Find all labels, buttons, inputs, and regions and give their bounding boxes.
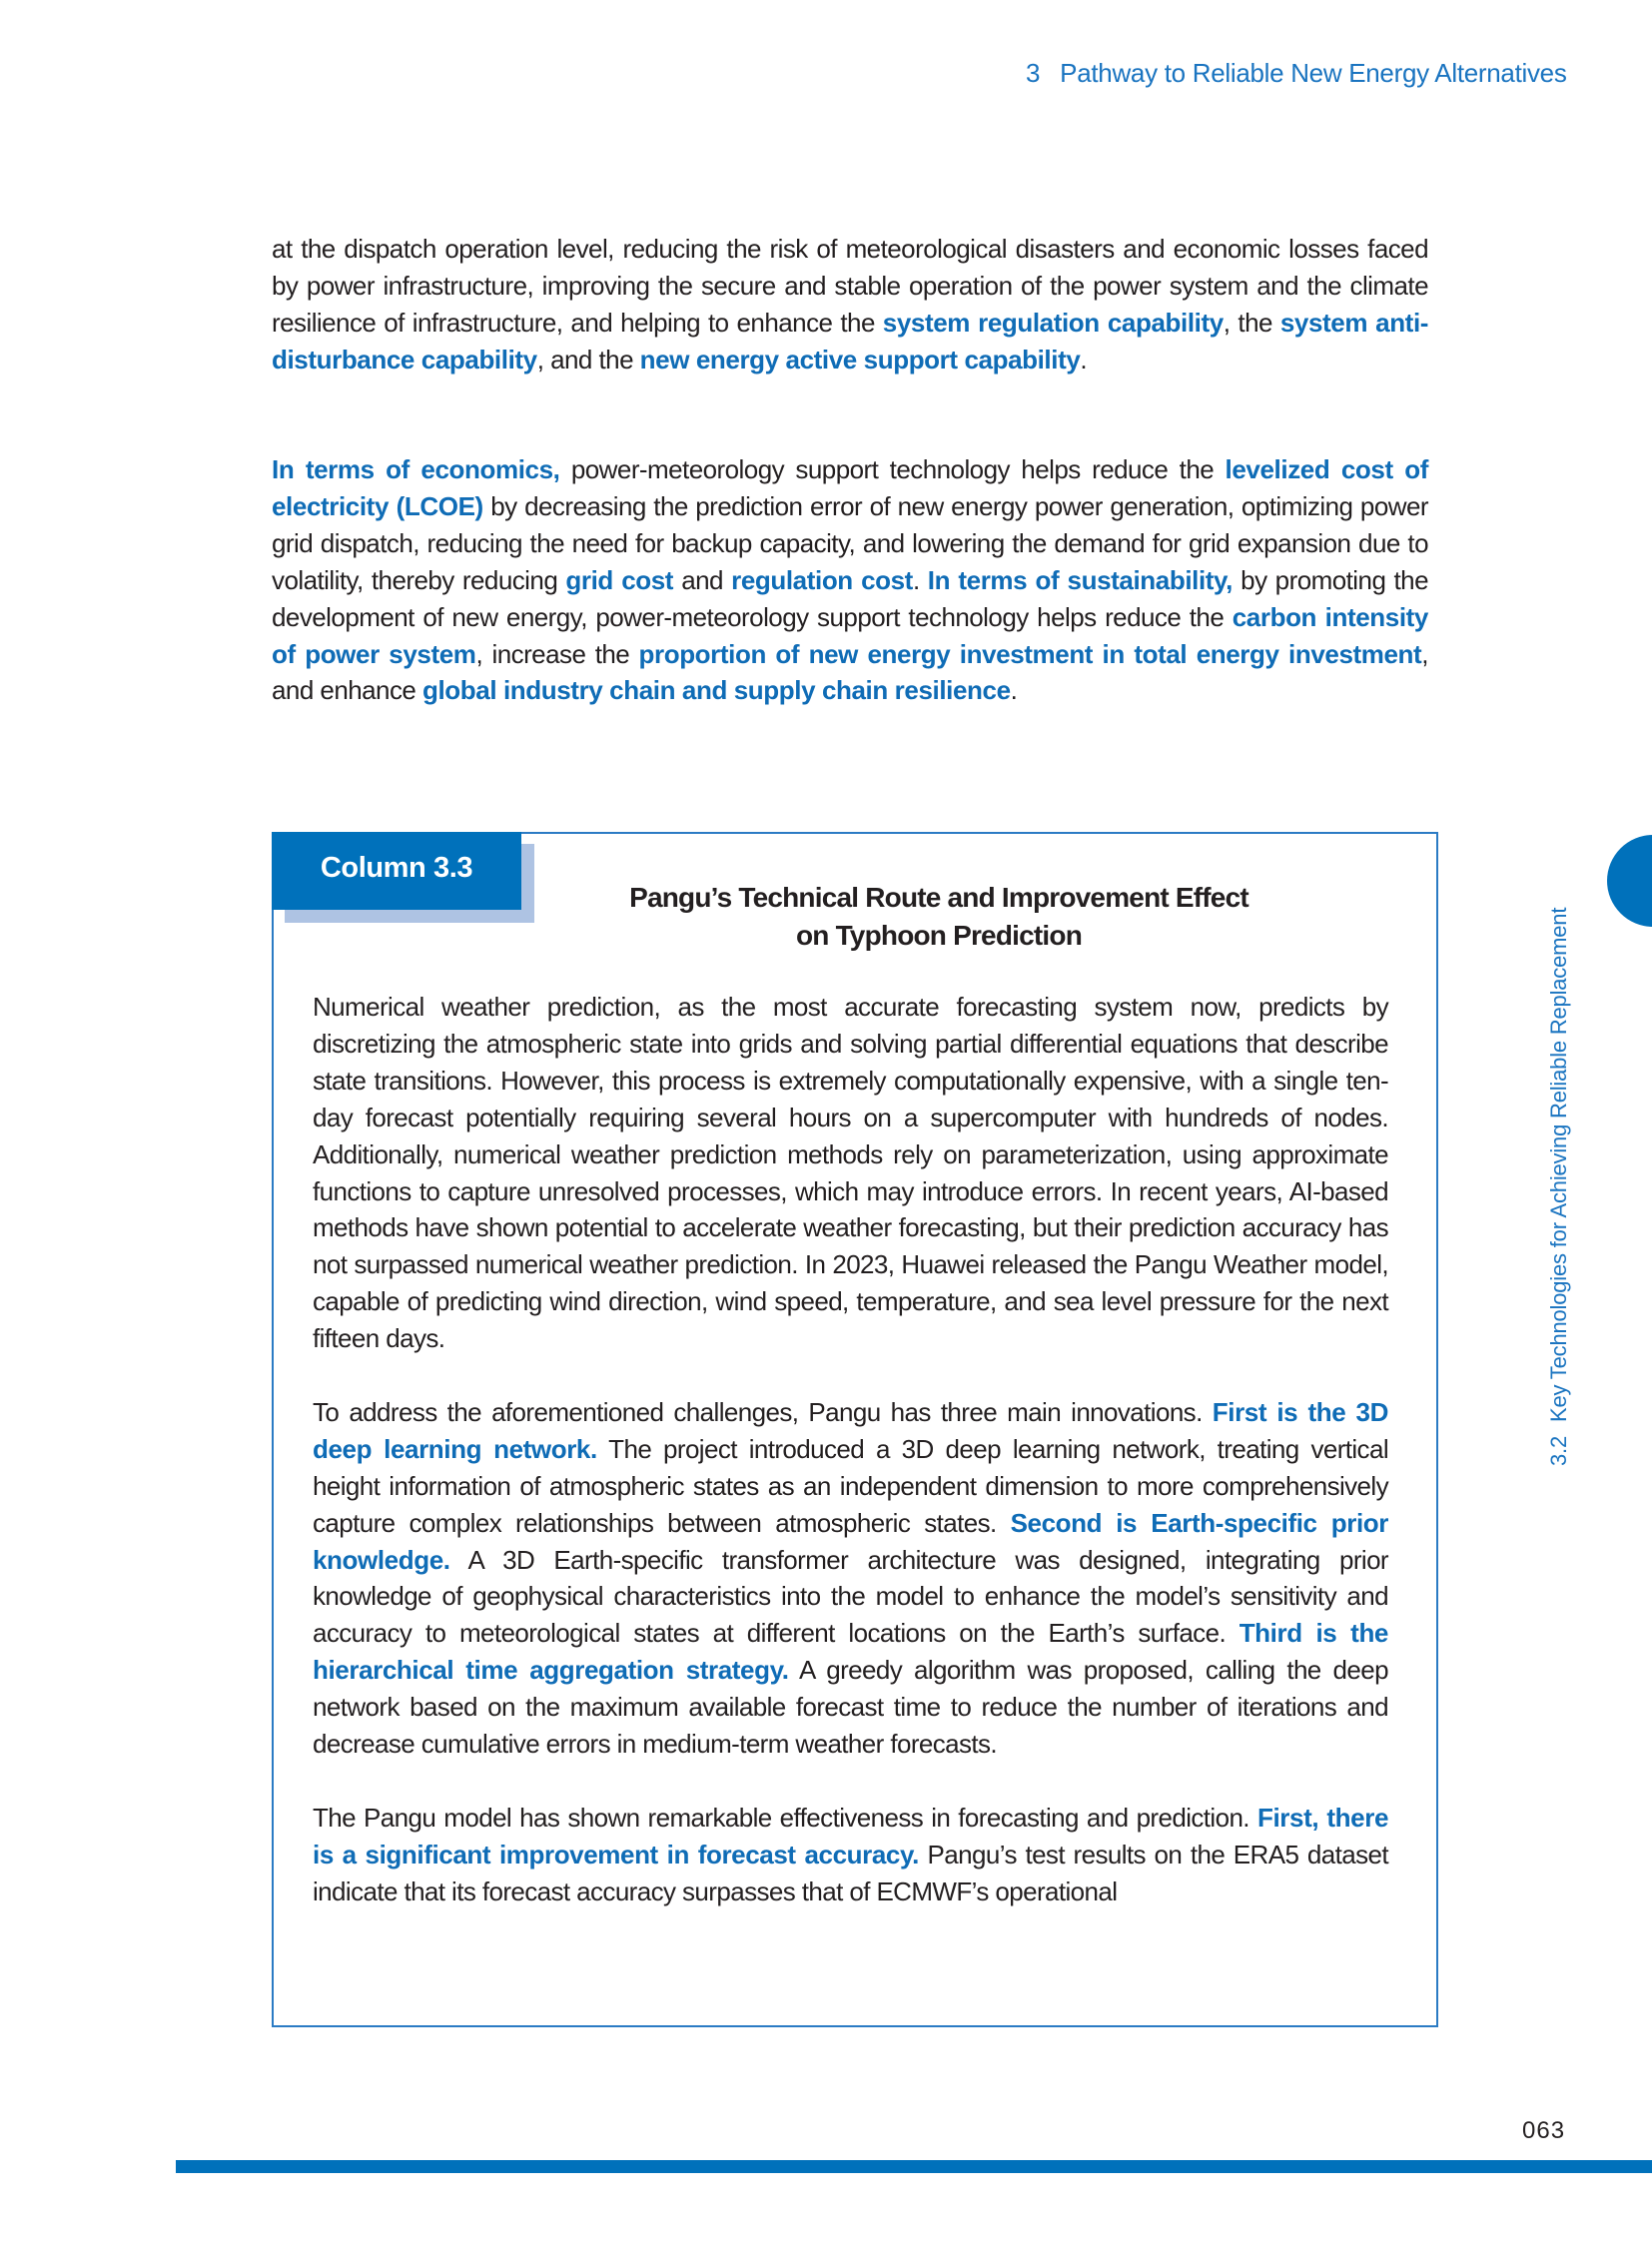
section-title: Key Technologies for Achieving Reliable Replacement (1546, 907, 1571, 1423)
highlight-term: proportion of new energy investment in total energy investment (638, 638, 1422, 669)
highlight-term: levelized cost of electricity (LCOE) (272, 454, 1428, 521)
highlight-term: First is the 3D deep learning network. (313, 1396, 1388, 1464)
highlight-term: First, there is a significant improvement in forecast accuracy. (313, 1802, 1389, 1869)
highlight-term: system anti-disturbance capability (272, 307, 1429, 374)
text: The project introduced a 3D deep learning network, treating vertical height information of atmospheric states as an independent dimension to more comprehensively capture complex relationships between atmospheric states. (313, 1433, 1388, 1538)
text: by decreasing the prediction error of new energy power generation, optimizing power grid dispatch, reducing the need for backup capacity, and lowering the demand for grid expansion due to volatility, thereby reducing (272, 490, 1428, 595)
highlight-term: carbon intensity of power system (272, 601, 1428, 669)
highlight-term: In terms of sustainability, (927, 564, 1234, 595)
text: A 3D Earth-specific transformer architecture was designed, integrating prior knowledge of geophysical characteristics into the model to enhance the model’s sensitivity and accuracy to meteorological states at different locations on the Earth’s surface. (313, 1544, 1388, 1649)
intro-paragraph-1 (272, 231, 1428, 378)
text: by promoting the development of new energy, power-meteorology support technology helps reduce the (272, 564, 1428, 632)
intro-paragraph-2 (272, 451, 1428, 709)
text: , and enhance (272, 638, 1428, 706)
column-title-line-1: Pangu’s Technical Route and Improvement Effect (629, 882, 1248, 913)
highlight-term: global industry chain and supply chain resilience (422, 675, 1011, 706)
page-number: 063 (1522, 2117, 1566, 2144)
text: Pangu’s test results on the ERA5 dataset indicate that its forecast accuracy surpasses that of ECMWF’s operational (313, 1839, 1389, 1906)
text: , the (1223, 307, 1280, 338)
highlight-term: regulation cost (731, 564, 913, 595)
text: , increase the (475, 638, 639, 669)
highlight-term: new energy active support capability (639, 344, 1081, 374)
highlight-term: grid cost (565, 564, 674, 595)
text: . (912, 564, 928, 595)
text: , and the (536, 344, 640, 374)
column-title (539, 879, 1338, 955)
section-number: 3.2 (1546, 1436, 1571, 1466)
section-side-label (1546, 908, 1572, 1466)
column-title-line-2: on Typhoon Prediction (796, 920, 1082, 951)
column-paragraph-1: Numerical weather prediction, as the most accurate forecasting system now, predicts by discretizing the atmospheric state into grids and solving partial differential equations that describe state transitions. However, this process is extremely computationally expensive, with a single ten-day forecast potentially requiring several hours on a supercomputer with hundreds of nodes. Additionally, numerical weather prediction methods rely on parameterization, using approximate functions to capture unresolved processes, which may introduce errors. In recent years, AI-based methods have shown potential to accelerate weather forecasting, but their prediction accuracy has not surpassed numerical weather prediction. In 2023, Huawei released the Pangu Weather model, capable of predicting wind direction, wind speed, temperature, and sea level pressure for the next fifteen days. (313, 992, 1388, 1354)
chapter-number: 3 (1026, 58, 1041, 88)
text: at the dispatch operation level, reducing the risk of meteorological disasters and economic losses faced by power infrastructure, improving the secure and stable operation of the power system and the climate resilience of infrastructure, and helping to enhance the (272, 234, 1428, 338)
running-header (1026, 58, 1567, 89)
text: . (1010, 675, 1018, 706)
column-body (313, 989, 1388, 1947)
column-paragraph-3 (313, 1800, 1388, 1910)
text: power-meteorology support technology helps reduce the (559, 454, 1226, 484)
highlight-term: system regulation capability (882, 307, 1224, 338)
footer-bar (176, 2160, 1652, 2173)
highlight-term: In terms of economics, (272, 454, 560, 484)
text: . (1080, 344, 1088, 374)
section-tab-marker (1607, 835, 1652, 927)
chapter-title: Pathway to Reliable New Energy Alternatives (1060, 58, 1567, 88)
column-paragraph-2 (313, 1394, 1388, 1763)
highlight-term: Third is the hierarchical time aggregation strategy. (313, 1618, 1388, 1686)
text: and (673, 564, 732, 595)
text: A greedy algorithm was proposed, calling the deep network based on the maximum available forecast time to reduce the number of iterations and decrease cumulative errors in medium-term weather forecasts. (313, 1655, 1388, 1760)
text: The Pangu model has shown remarkable effectiveness in forecasting and prediction. (313, 1802, 1257, 1833)
text: To address the aforementioned challenges, Pangu has three main innovations. (313, 1396, 1213, 1427)
highlight-term: Second is Earth-specific prior knowledge. (313, 1507, 1388, 1575)
column-label: Column 3.3 (272, 832, 521, 910)
